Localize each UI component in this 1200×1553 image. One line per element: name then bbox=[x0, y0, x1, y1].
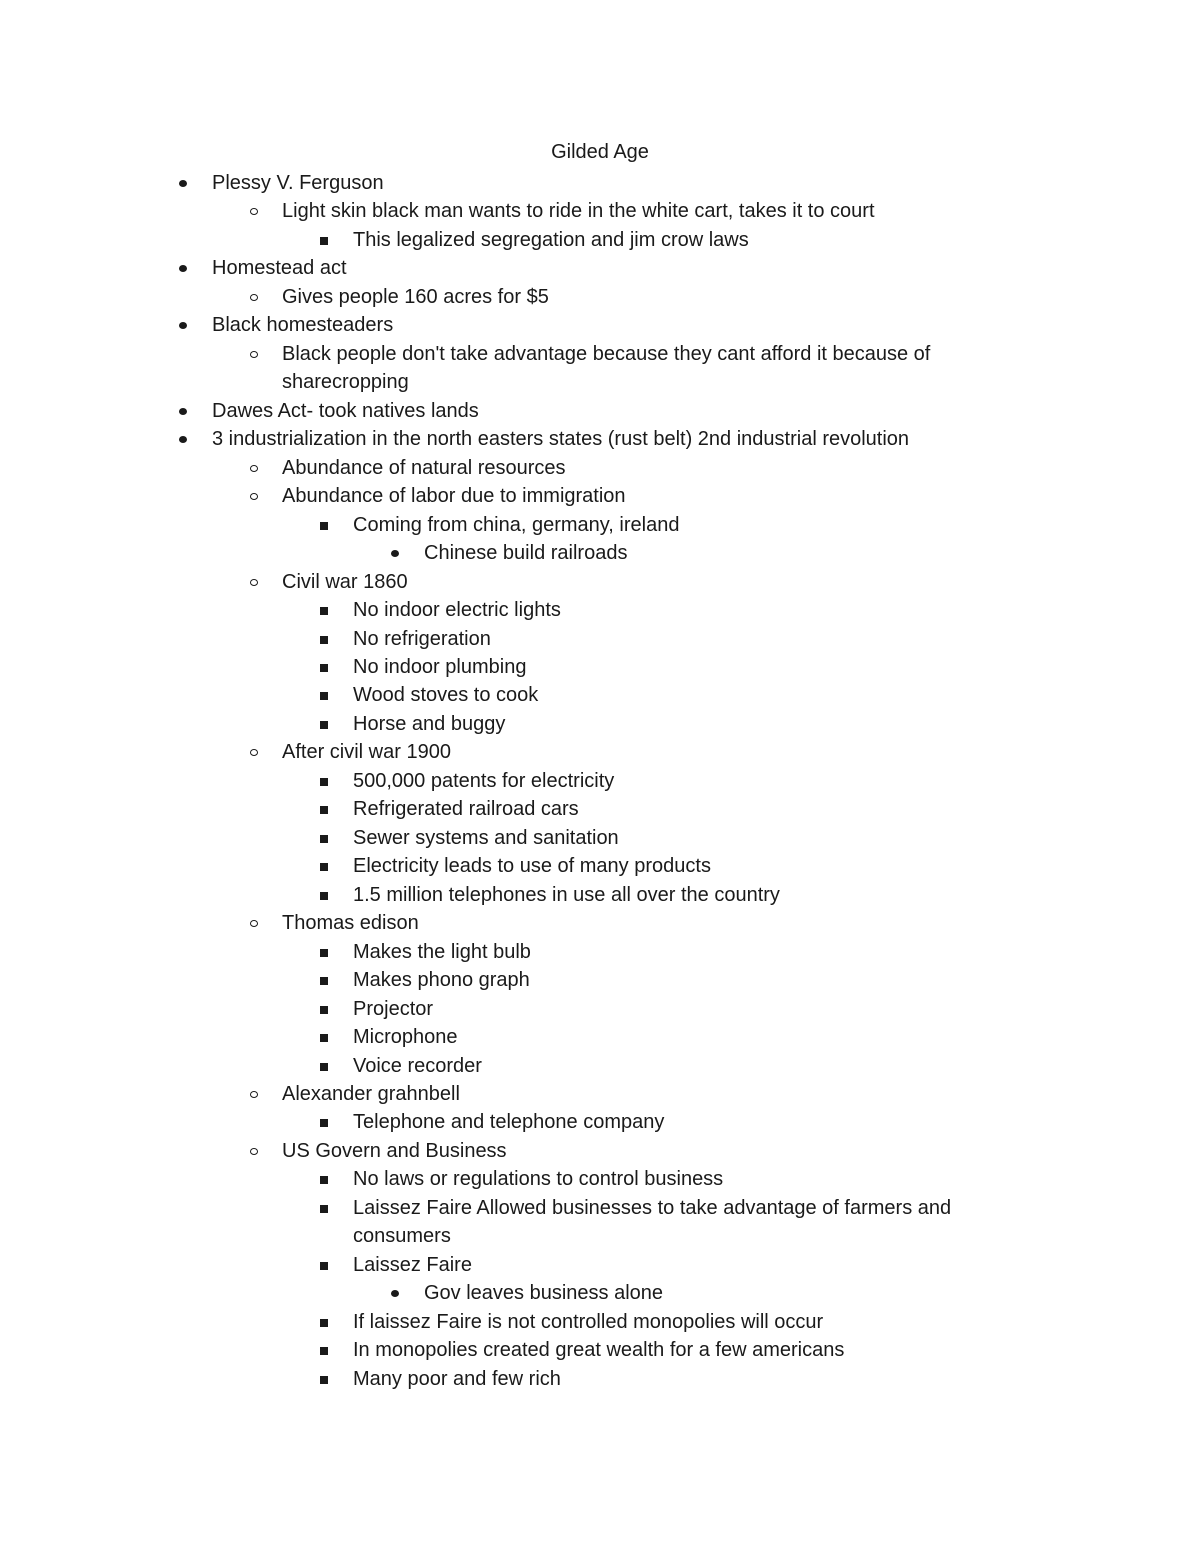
square-bullet-icon bbox=[315, 625, 335, 653]
list-item bbox=[0, 1080, 1200, 1108]
list-item-text: No indoor electric lights bbox=[353, 599, 561, 622]
circle-bullet-icon bbox=[245, 197, 265, 225]
list-item bbox=[0, 1222, 1200, 1250]
square-bullet-icon bbox=[315, 681, 335, 709]
list-item-text: Makes the light bulb bbox=[353, 940, 531, 963]
list-item bbox=[0, 738, 1200, 766]
list-item bbox=[0, 197, 1200, 225]
list-item bbox=[0, 397, 1200, 425]
square-bullet-icon bbox=[315, 995, 335, 1023]
list-item-text: Chinese build railroads bbox=[424, 542, 628, 565]
list-item-text: Thomas edison bbox=[282, 912, 419, 935]
list-item bbox=[0, 425, 1200, 453]
list-item bbox=[0, 625, 1200, 653]
list-item-text: Telephone and telephone company bbox=[353, 1111, 665, 1134]
list-item-text: No laws or regulations to control business bbox=[353, 1168, 724, 1191]
list-item bbox=[0, 1279, 1200, 1307]
list-item-text: Voice recorder bbox=[353, 1054, 482, 1077]
disc-bullet-icon bbox=[386, 1279, 406, 1307]
list-item bbox=[0, 226, 1200, 254]
circle-bullet-icon bbox=[245, 738, 265, 766]
list-item bbox=[0, 824, 1200, 852]
list-item-text: Makes phono graph bbox=[353, 969, 530, 992]
circle-bullet-icon bbox=[245, 482, 265, 510]
list-item bbox=[0, 795, 1200, 823]
list-item bbox=[0, 767, 1200, 795]
list-item-text: Light skin black man wants to ride in the white cart, takes it to court bbox=[282, 200, 875, 223]
list-item-text: sharecropping bbox=[282, 371, 409, 394]
circle-bullet-icon bbox=[245, 909, 265, 937]
square-bullet-icon bbox=[315, 881, 335, 909]
list-item-text: Alexander grahnbell bbox=[282, 1083, 460, 1105]
list-item-text: Horse and buggy bbox=[353, 712, 506, 735]
list-item-text: Coming from china, germany, ireland bbox=[353, 513, 680, 536]
list-item-text: Projector bbox=[353, 997, 434, 1020]
list-item-text: Electricity leads to use of many products bbox=[353, 855, 711, 878]
list-item-text: Gives people 160 acres for $5 bbox=[282, 285, 549, 308]
list-item-text: Laissez Faire Allowed businesses to take advantage of farmers and bbox=[353, 1196, 952, 1219]
list-item bbox=[0, 1052, 1200, 1080]
list-item-text: 1.5 million telephones in use all over the country bbox=[353, 883, 780, 906]
disc-bullet-icon bbox=[174, 254, 194, 282]
disc-bullet-icon bbox=[174, 169, 194, 197]
list-item bbox=[0, 1165, 1200, 1193]
list-item bbox=[0, 995, 1200, 1023]
list-item bbox=[0, 368, 1200, 396]
list-item bbox=[0, 1137, 1200, 1165]
list-item-text: No indoor plumbing bbox=[353, 655, 527, 678]
list-item-text: Civil war 1860 bbox=[282, 570, 408, 593]
list-item bbox=[0, 311, 1200, 339]
circle-bullet-icon bbox=[245, 454, 265, 482]
document-title: Gilded Age bbox=[551, 141, 649, 163]
circle-bullet-icon bbox=[245, 283, 265, 311]
list-item bbox=[0, 681, 1200, 709]
square-bullet-icon bbox=[315, 1251, 335, 1279]
disc-bullet-icon bbox=[386, 539, 406, 567]
list-item bbox=[0, 1023, 1200, 1051]
list-item bbox=[0, 1108, 1200, 1136]
square-bullet-icon bbox=[315, 653, 335, 681]
list-item-text: Black people don't take advantage because they cant afford it because of bbox=[282, 342, 931, 365]
square-bullet-icon bbox=[315, 511, 335, 539]
list-item-text: consumers bbox=[353, 1225, 451, 1248]
list-item-text: Black homesteaders bbox=[212, 314, 394, 337]
list-item-text: No refrigeration bbox=[353, 627, 491, 650]
list-item bbox=[0, 454, 1200, 482]
square-bullet-icon bbox=[315, 596, 335, 624]
list-item-text: Many poor and few rich bbox=[353, 1367, 561, 1390]
list-item-text: US Govern and Business bbox=[282, 1139, 507, 1162]
circle-bullet-icon bbox=[245, 1080, 265, 1108]
list-item bbox=[0, 1336, 1200, 1364]
square-bullet-icon bbox=[315, 795, 335, 823]
list-item bbox=[0, 511, 1200, 539]
list-item-text: Laissez Faire bbox=[353, 1253, 472, 1276]
square-bullet-icon bbox=[315, 1165, 335, 1193]
bullet-outline bbox=[0, 169, 1200, 1393]
list-item bbox=[0, 1194, 1200, 1222]
list-item-text: Wood stoves to cook bbox=[353, 684, 539, 707]
square-bullet-icon bbox=[315, 852, 335, 880]
list-item-text: If laissez Faire is not controlled monopolies will occur bbox=[353, 1310, 824, 1333]
list-item-text: 3 industrialization in the north easters states (rust belt) 2nd industrial revolution bbox=[212, 428, 910, 451]
square-bullet-icon bbox=[315, 966, 335, 994]
list-item-text: This legalized segregation and jim crow laws bbox=[353, 228, 749, 251]
disc-bullet-icon bbox=[174, 397, 194, 425]
list-item bbox=[0, 169, 1200, 197]
list-item bbox=[0, 1308, 1200, 1336]
list-item-text: Gov leaves business alone bbox=[424, 1282, 664, 1305]
list-item bbox=[0, 1365, 1200, 1393]
list-item bbox=[0, 852, 1200, 880]
disc-bullet-icon bbox=[174, 311, 194, 339]
square-bullet-icon bbox=[315, 1023, 335, 1051]
list-item-text: After civil war 1900 bbox=[282, 741, 451, 764]
list-item-text: 500,000 patents for electricity bbox=[353, 769, 615, 792]
list-item-text: Abundance of natural resources bbox=[282, 456, 566, 479]
list-item bbox=[0, 283, 1200, 311]
list-item bbox=[0, 966, 1200, 994]
list-item bbox=[0, 482, 1200, 510]
square-bullet-icon bbox=[315, 1052, 335, 1080]
circle-bullet-icon bbox=[245, 1137, 265, 1165]
square-bullet-icon bbox=[315, 938, 335, 966]
circle-bullet-icon bbox=[245, 568, 265, 596]
square-bullet-icon bbox=[315, 767, 335, 795]
square-bullet-icon bbox=[315, 1336, 335, 1364]
list-item-text: In monopolies created great wealth for a few americans bbox=[353, 1339, 845, 1362]
list-item-text: Dawes Act- took natives lands bbox=[212, 399, 479, 422]
square-bullet-icon bbox=[315, 1365, 335, 1393]
list-item-text: Abundance of labor due to immigration bbox=[282, 485, 626, 508]
list-item-text: Plessy V. Ferguson bbox=[212, 172, 384, 194]
list-item bbox=[0, 938, 1200, 966]
list-item-text: Refrigerated railroad cars bbox=[353, 798, 579, 821]
disc-bullet-icon bbox=[174, 425, 194, 453]
list-item bbox=[0, 710, 1200, 738]
list-item-text: Sewer systems and sanitation bbox=[353, 826, 619, 849]
list-item bbox=[0, 340, 1200, 368]
list-item bbox=[0, 653, 1200, 681]
square-bullet-icon bbox=[315, 1108, 335, 1136]
list-item bbox=[0, 539, 1200, 567]
square-bullet-icon bbox=[315, 1308, 335, 1336]
square-bullet-icon bbox=[315, 226, 335, 254]
list-item bbox=[0, 881, 1200, 909]
list-item bbox=[0, 1251, 1200, 1279]
list-item bbox=[0, 568, 1200, 596]
square-bullet-icon bbox=[315, 710, 335, 738]
circle-bullet-icon bbox=[245, 340, 265, 368]
square-bullet-icon bbox=[315, 1194, 335, 1222]
list-item bbox=[0, 909, 1200, 937]
list-item bbox=[0, 596, 1200, 624]
list-item-text: Microphone bbox=[353, 1026, 458, 1049]
list-item-text: Homestead act bbox=[212, 257, 347, 280]
square-bullet-icon bbox=[315, 824, 335, 852]
list-item bbox=[0, 254, 1200, 282]
